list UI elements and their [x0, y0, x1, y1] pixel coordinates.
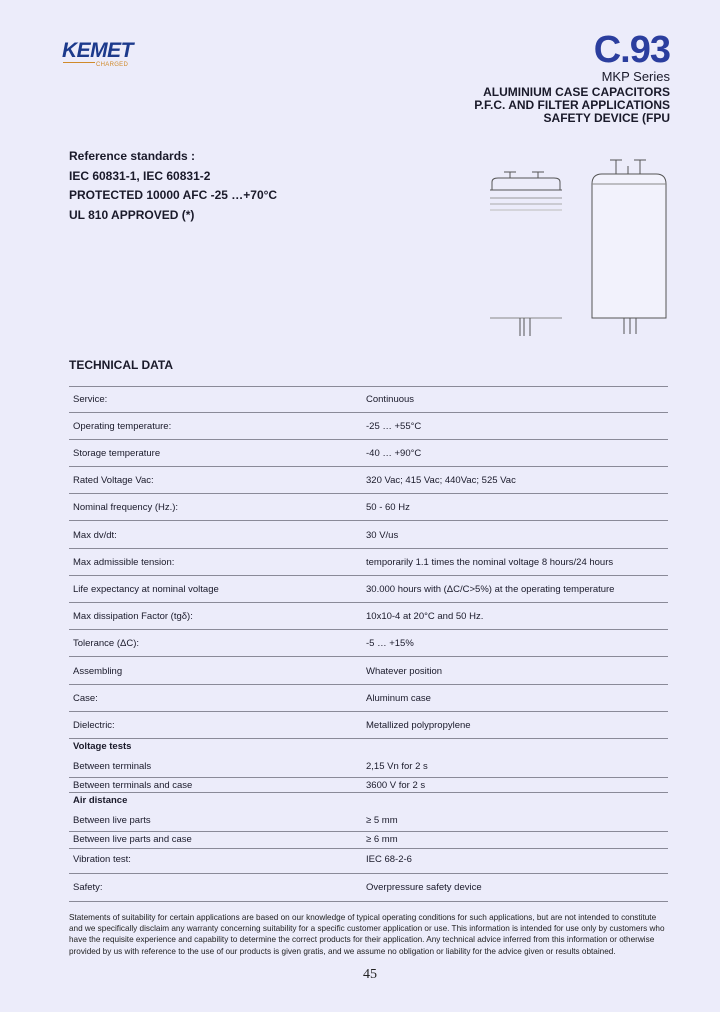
row-value: 320 Vac; 415 Vac; 440Vac; 525 Vac [366, 475, 516, 486]
table-rule [69, 575, 668, 576]
row-value: Aluminum case [366, 693, 431, 704]
capacitor-drawing [480, 148, 680, 338]
row-label: Safety: [73, 882, 103, 893]
row-value: -25 … +55°C [366, 421, 422, 432]
row-label: Storage temperature [73, 448, 161, 459]
row-label: Assembling [73, 666, 123, 677]
table-rule [69, 777, 668, 778]
row-label: Rated Voltage Vac: [73, 475, 154, 486]
row-value: 2,15 Vn for 2 s [366, 761, 428, 772]
table-rule [69, 629, 668, 630]
row-value: ≥ 5 mm [366, 815, 398, 826]
table-rule [69, 831, 668, 832]
row-label: Nominal frequency (Hz.): [73, 502, 179, 513]
series-label: MKP Series [601, 69, 670, 84]
row-label: Service: [73, 394, 108, 405]
header-line-2: P.F.C. AND FILTER APPLICATIONS [474, 98, 670, 112]
row-label: Max admissible tension: [73, 557, 175, 568]
row-value: -40 … +90°C [366, 448, 422, 459]
table-rule [69, 711, 668, 712]
row-label: Between live parts and case [73, 834, 192, 845]
row-label: Between terminals and case [73, 780, 193, 791]
table-rule [69, 602, 668, 603]
disclaimer [69, 912, 669, 957]
group-label: Voltage tests [73, 741, 132, 752]
table-rule [69, 656, 668, 657]
logo-underline [63, 62, 95, 63]
disclaimer-line: provided by us with reference to the use of our products is given gratis, and we assume no obligation or liability for the advice given or results obtained. [69, 946, 616, 956]
reference-item: IEC 60831-1, IEC 60831-2 [69, 169, 211, 183]
disclaimer-line: have the requisite experience and capability to determine the correct products for their application. Any technical advice inferred from this information or otherwise [69, 935, 655, 945]
reference-title: Reference standards : [69, 149, 196, 163]
reference-item: PROTECTED 10000 AFC -25 …+70°C [69, 188, 278, 202]
row-value: Continuous [366, 394, 415, 405]
small-capacitor-drawing [490, 172, 562, 336]
row-value: IEC 68-2-6 [366, 854, 412, 865]
row-label: Case: [73, 693, 98, 704]
table-rule [69, 412, 668, 413]
table-rule [69, 684, 668, 685]
row-label: Tolerance (ΔC): [73, 638, 140, 649]
row-value: Overpressure safety device [366, 882, 482, 893]
table-rule [69, 738, 668, 739]
disclaimer-line: Statements of suitability for certain applications are based on our knowledge of typical operating conditions for such applications, but are not intended to constitute [69, 913, 657, 922]
table-rule [69, 901, 668, 902]
row-label: Vibration test: [73, 854, 131, 865]
header-line-1: ALUMINIUM CASE CAPACITORS [483, 85, 670, 99]
disclaimer-line: and we specifically disclaim any warranty concerning suitability for a specific customer application or use. This information is intended for use only by customers who [69, 924, 665, 934]
group-label: Air distance [73, 795, 128, 806]
table-rule [69, 439, 668, 440]
row-value: temporarily 1.1 times the nominal voltage 8 hours/24 hours [366, 557, 614, 568]
large-capacitor-drawing [592, 160, 666, 334]
row-value: 50 - 60 Hz [366, 502, 410, 513]
page-number: 45 [363, 967, 377, 982]
row-value: Whatever position [366, 666, 443, 677]
brand-tagline: CHARGED [96, 62, 129, 68]
row-label: Between terminals [73, 761, 152, 772]
table-rule [69, 792, 668, 793]
row-label: Max dissipation Factor (tgδ): [73, 611, 193, 622]
row-label: Operating temperature: [73, 421, 172, 432]
table-rule [69, 466, 668, 467]
row-label: Between live parts [73, 815, 151, 826]
row-value: 30.000 hours with (ΔC/C>5%) at the operating temperature [366, 584, 615, 595]
row-value: ≥ 6 mm [366, 834, 398, 845]
row-value: 10x10-4 at 20°C and 50 Hz. [366, 611, 484, 622]
table-rule [69, 873, 668, 874]
table-rule [69, 493, 668, 494]
table-rule [69, 520, 668, 521]
table-rule [69, 848, 668, 849]
kemet-logo [62, 40, 142, 70]
row-label: Dielectric: [73, 720, 115, 731]
product-code: C.93 [593, 29, 670, 71]
table-rule [69, 548, 668, 549]
row-value: Metallized polypropylene [366, 720, 471, 731]
brand-name: KEMET [62, 39, 133, 62]
table-rule [69, 386, 668, 387]
reference-item: UL 810 APPROVED (*) [69, 208, 195, 222]
technical-data-title: TECHNICAL DATA [69, 358, 173, 372]
row-value: -5 … +15% [366, 638, 414, 649]
row-label: Max dv/dt: [73, 530, 117, 541]
header-line-3: SAFETY DEVICE (FPU [543, 111, 670, 125]
row-value: 3600 V for 2 s [366, 780, 426, 791]
row-value: 30 V/us [366, 530, 399, 541]
row-label: Life expectancy at nominal voltage [73, 584, 219, 595]
